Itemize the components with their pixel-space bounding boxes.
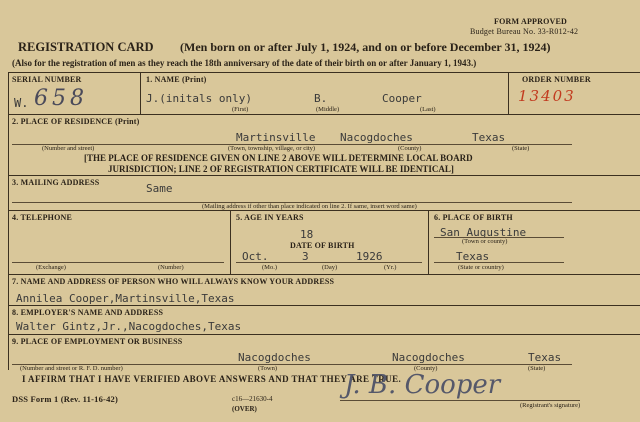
- budget-bureau: Budget Bureau No. 33-R012-42: [470, 27, 579, 36]
- employer-value: Walter Gintz,Jr.,Nacogdoches,Texas: [16, 320, 242, 333]
- employment-county: Nacogdoches: [392, 351, 465, 364]
- subtitle: (Also for the registration of men as they reach the 18th anniversary of the date of their birth on or after January 1, 1943.): [12, 58, 477, 68]
- caption-emp-state: (State): [528, 365, 546, 372]
- caption-last: (Last): [420, 106, 436, 113]
- caption-exchange: (Exchange): [36, 264, 66, 271]
- name-middle: B.: [314, 92, 328, 105]
- order-label: ORDER NUMBER: [522, 75, 591, 84]
- order-value: 13403: [518, 87, 576, 105]
- contact-label: 7. NAME AND ADDRESS OF PERSON WHO WILL ALWAYS KNOW YOUR ADDRESS: [12, 277, 335, 286]
- birthplace-state: Texas: [456, 250, 490, 263]
- registrant-signature: J. B. Cooper: [344, 370, 501, 400]
- mailing-value: Same: [146, 182, 173, 195]
- caption-birth-town: (Town or county): [462, 238, 508, 245]
- dob-month: Oct.: [242, 250, 269, 263]
- serial-label: SERIAL NUMBER: [12, 75, 82, 84]
- affirmation: I AFFIRM THAT I HAVE VERIFIED ABOVE ANSWERS AND THAT THEY ARE TRUE.: [22, 374, 402, 384]
- age-label: 5. AGE IN YEARS: [236, 213, 304, 222]
- caption-number: (Number): [158, 264, 184, 271]
- caption-day: (Day): [322, 264, 338, 271]
- employment-town: Nacogdoches: [238, 351, 311, 364]
- residence-label: 2. PLACE OF RESIDENCE (Print): [12, 117, 140, 126]
- caption-birth-state: (State or country): [458, 264, 504, 271]
- telephone-label: 4. TELEPHONE: [12, 213, 73, 222]
- employment-state: Texas: [528, 351, 562, 364]
- over-note: (OVER): [232, 405, 257, 413]
- form-number: DSS Form 1 (Rev. 11-16-42): [12, 394, 119, 404]
- form-approved: FORM APPROVED: [494, 17, 568, 26]
- birthplace-label: 6. PLACE OF BIRTH: [434, 213, 513, 222]
- caption-town: (Town, township, village, or city): [228, 145, 316, 152]
- caption-month: (Mo.): [262, 264, 277, 271]
- residence-county: Nacogdoches: [340, 131, 413, 144]
- serial-prefix: W.: [14, 96, 29, 110]
- age-value: 18: [300, 228, 314, 241]
- employer-label: 8. EMPLOYER'S NAME AND ADDRESS: [12, 308, 164, 317]
- caption-county: (County): [398, 145, 422, 152]
- employment-label: 9. PLACE OF EMPLOYMENT OR BUSINESS: [12, 337, 183, 346]
- residence-state: Texas: [472, 131, 506, 144]
- caption-middle: (Middle): [316, 106, 340, 113]
- jurisdiction-notice-2: JURISDICTION; LINE 2 OF REGISTRATION CERTIFICATE WILL BE IDENTICAL]: [108, 164, 454, 174]
- card-title: REGISTRATION CARD: [18, 40, 154, 54]
- caption-emp-county: (County): [414, 365, 438, 372]
- caption-emp-town: (Town): [258, 365, 278, 372]
- jurisdiction-notice-1: [THE PLACE OF RESIDENCE GIVEN ON LINE 2 ABOVE WILL DETERMINE LOCAL BOARD: [84, 153, 473, 163]
- dob-day: 3: [302, 250, 309, 263]
- residence-town: Martinsville: [236, 131, 316, 144]
- title-condition: (Men born on or after July 1, 1924, and on or before December 31, 1924): [180, 40, 551, 54]
- mailing-label: 3. MAILING ADDRESS: [12, 178, 100, 187]
- caption-year: (Yr.): [384, 264, 397, 271]
- dob-year: 1926: [356, 250, 383, 263]
- caption-street: (Number and street): [42, 145, 95, 152]
- caption-first: (First): [232, 106, 249, 113]
- name-label: 1. NAME (Print): [146, 75, 207, 84]
- print-code: c16—21630-4: [232, 395, 273, 403]
- caption-emp-street: (Number and street or R. F. D. number): [20, 365, 123, 372]
- signature-caption: (Registrant's signature): [520, 402, 581, 409]
- dob-label: DATE OF BIRTH: [290, 241, 355, 250]
- name-first: J.(initals only): [146, 92, 252, 105]
- birthplace-town: San Augustine: [440, 226, 527, 239]
- name-last: Cooper: [382, 92, 422, 105]
- caption-state: (State): [512, 145, 530, 152]
- mailing-caption: (Mailing address if other than place indicated on line 2. If same, insert word same): [202, 203, 417, 210]
- serial-value: 658: [34, 86, 88, 111]
- contact-value: Annilea Cooper,Martinsville,Texas: [16, 292, 235, 305]
